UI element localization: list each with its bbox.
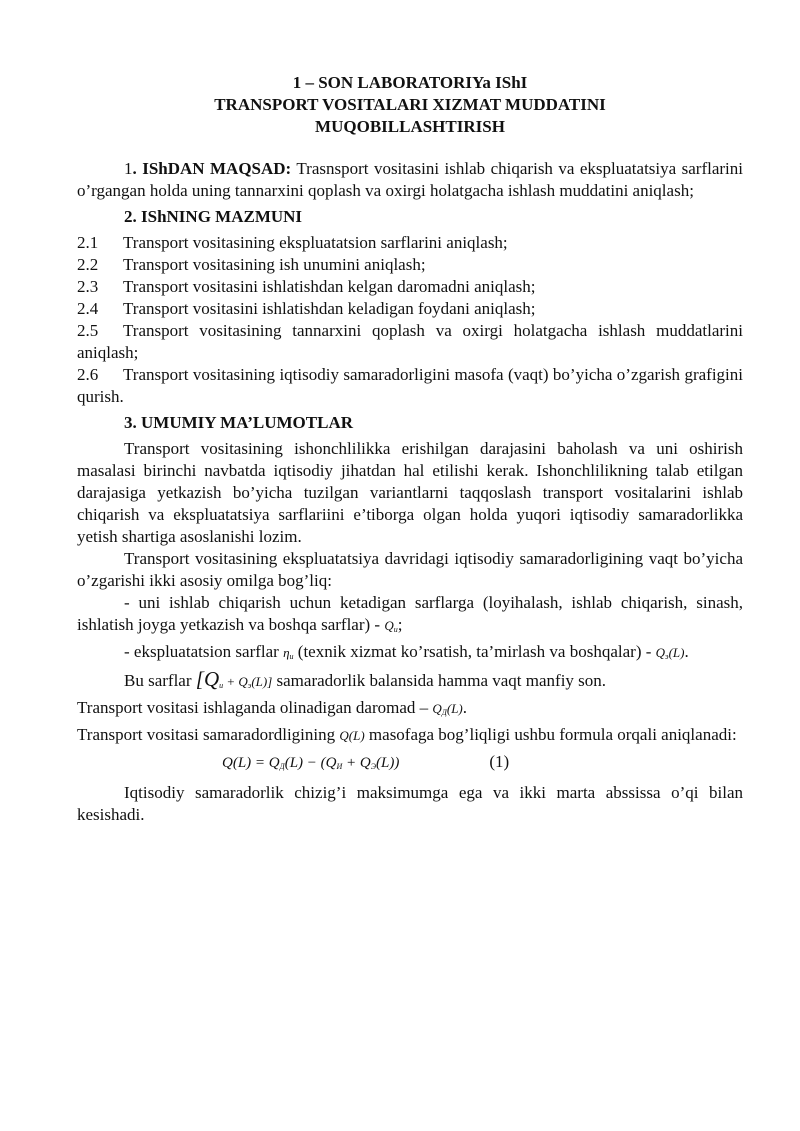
list-item-number: 2.2 xyxy=(77,255,99,274)
general-paragraph-6 xyxy=(77,697,743,724)
q-d-subscript: Д xyxy=(441,708,447,717)
p4-text-a: - ekspluatatsion sarflar xyxy=(124,642,279,661)
general-paragraph-5 xyxy=(77,668,743,697)
general-paragraph-2: Transport vositasining ekspluatatsiya davridagi iqtisodiy samaradorligining vaqt bo’yicha o’zgarishi ikki asosiy omilga bog’liq: xyxy=(77,549,743,590)
list-item-number: 2.6 xyxy=(77,365,99,384)
document-title xyxy=(77,72,743,138)
list-item-text: Transport vositasini ishlatishdan keladigan foydani aniqlash; xyxy=(123,299,536,318)
p5-text-b: samaradorlik balansida hamma vaqt manfiy son. xyxy=(272,671,607,690)
list-item-number: 2.4 xyxy=(77,299,99,318)
formula-expression: $Q(L) = Q_Д(L) - (Q_И + Q_Э(L))$ xyxy=(222,755,400,771)
list-item xyxy=(77,232,743,254)
list-item-text: Transport vositasining ish unumini aniqlash; xyxy=(123,255,426,274)
formula-number: (1) xyxy=(489,752,510,771)
section-heading-general: 3. UMUMIY MA’LUMOTLAR xyxy=(124,413,353,432)
q-u-subscript: u xyxy=(393,625,398,634)
section-heading-content: 2. IShNING MAZMUNI xyxy=(124,207,303,226)
costs-expression: $[Q_u + Q_э(L)]$ xyxy=(195,667,273,691)
general-paragraph-1: Transport vositasining ishonchlilikka erishilgan darajasini baholash va uni oshirish masalasi birinchi navbatda iqtisodiy jihatdan hal etilishi kerak. Ishonchlilikning talab etilgan darajasiga yetkazish bo’yicha tuzilgan variantlarni taqqoslash transport vositalarini ishlab chiqarish va ekspluatatsiya sarflariini e’tiborga olgan holda yuqori iqtisodiy samaradorlikka yetish shartiga asoslanishi lozim. xyxy=(77,439,743,546)
q-e-symbol: Q xyxy=(655,645,666,660)
list-item xyxy=(77,298,743,320)
goal-paragraph xyxy=(77,158,743,202)
q-d-argument: (L) xyxy=(446,701,463,716)
list-item-number: 2.5 xyxy=(77,321,99,340)
list-item xyxy=(77,276,743,298)
list-item-text: Transport vositasining ekspluatatsion sarflarini aniqlash; xyxy=(123,233,508,252)
list-item-text: Transport vositasining tannarxini qoplash va oxirgi holatgacha ishlash muddatlarini aniqlash; xyxy=(77,321,743,362)
q-u-symbol: Q xyxy=(384,618,394,633)
goal-number: 1 xyxy=(124,159,133,178)
general-paragraph-3 xyxy=(77,592,743,641)
general-paragraph-4 xyxy=(77,641,743,668)
p7-text-b: masofaga bog’liqligi ushbu formula orqali aniqlanadi: xyxy=(364,725,737,744)
q-d-symbol: Q xyxy=(432,701,442,716)
list-item-text: Transport vositasini ishlatishdan kelgan daromadni aniqlash; xyxy=(123,277,536,296)
list-item xyxy=(77,254,743,276)
list-item-number: 2.1 xyxy=(77,233,99,252)
list-item xyxy=(77,320,743,364)
p6-text: Transport vositasi ishlaganda olinadigan daromad – xyxy=(77,698,429,717)
goal-text: Trasnsport vositasini ishlab chiqarish va ekspluatatsiya sarflarini o’rgangan holda uning tannarxini qoplash va oxirgi holatgacha ishlash muddatini aniqlash; xyxy=(77,159,743,200)
goal-label: . IShDAN MAQSAD: xyxy=(132,159,292,178)
general-paragraph-8: Iqtisodiy samaradorlik chizig’i maksimumga ega va ikki marta abssissa o’qi bilan kesishadi. xyxy=(77,783,743,824)
p4-text-b: (texnik xizmat ko’rsatish, ta’mirlash va boshqalar) - xyxy=(297,642,652,661)
p4-end: . xyxy=(684,642,689,661)
title-line-2: TRANSPORT VOSITALARI XIZMAT MUDDATINI xyxy=(214,95,606,114)
content-list xyxy=(77,232,743,408)
q-e-argument: (L) xyxy=(668,645,685,660)
p3-text: - uni ishlab chiqarish uchun ketadigan sarflarga (loyihalash, ishlab chiqarish, sinash, ishlatish joyga yetkazish va boshqa sarflar) - xyxy=(77,593,743,634)
title-line-3: MUQOBILLASHTIRISH xyxy=(315,117,505,136)
eta-subscript: u xyxy=(289,652,294,661)
title-line-1: 1 – SON LABORATORIYa IShI xyxy=(292,73,528,92)
list-item-number: 2.3 xyxy=(77,277,99,296)
list-item xyxy=(77,364,743,408)
document-page xyxy=(77,72,743,826)
formula-1 xyxy=(77,747,743,782)
p3-end: ; xyxy=(397,615,403,634)
general-paragraph-7 xyxy=(77,724,743,747)
list-item-text: Transport vositasining iqtisodiy samaradorligini masofa (vaqt) bo’yicha o’zgarish grafigini qurish. xyxy=(77,365,743,406)
q-l-symbol: Q(L) xyxy=(339,728,365,743)
q-e-subscript: э xyxy=(665,652,669,661)
p7-text-a: Transport vositasi samaradordligining xyxy=(77,725,336,744)
p6-end: . xyxy=(462,698,467,717)
p5-text-a: Bu sarflar xyxy=(124,671,192,690)
eta-symbol: η xyxy=(283,645,290,660)
